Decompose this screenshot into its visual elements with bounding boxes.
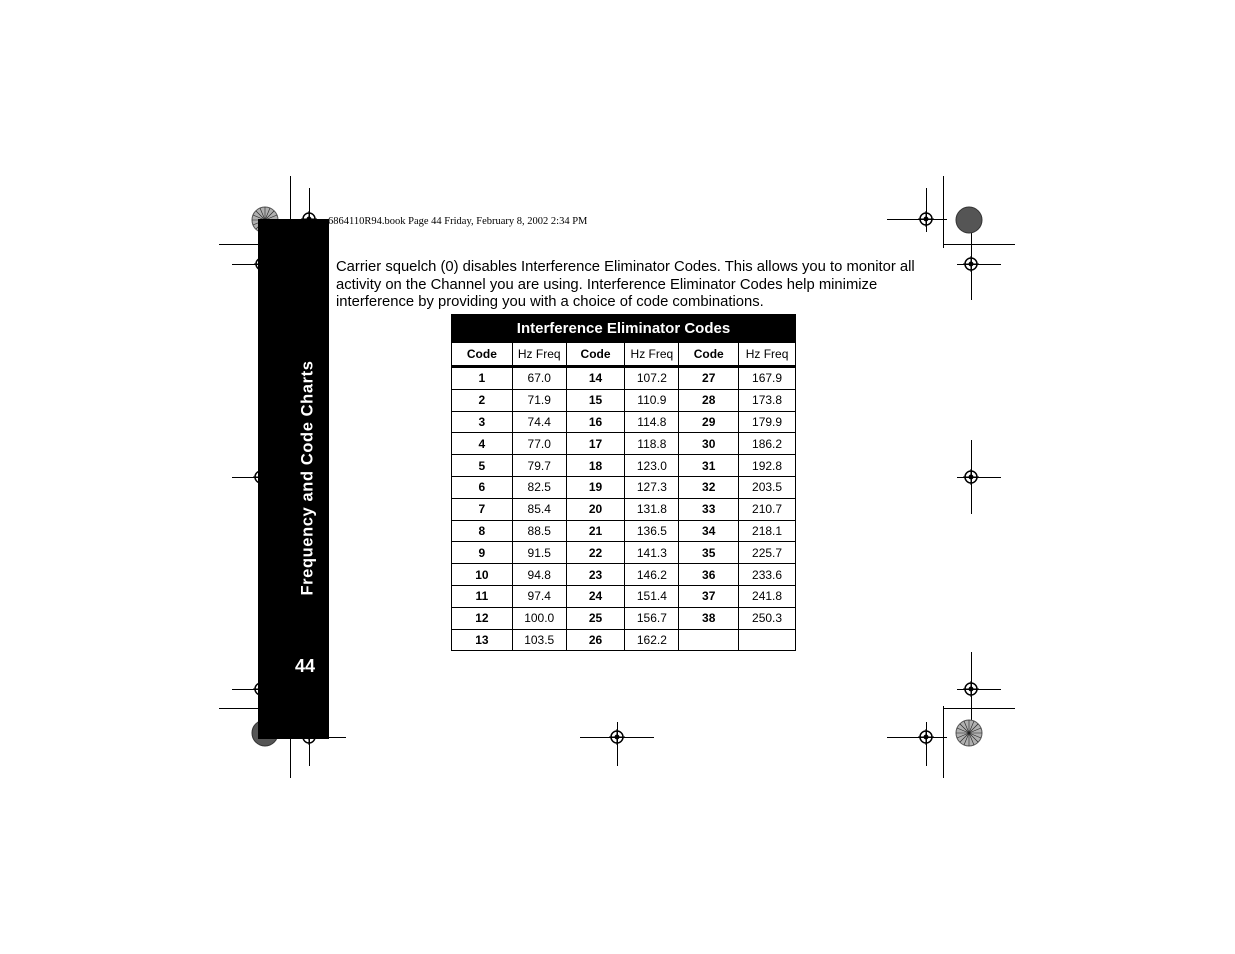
hz-freq-cell: 118.8 (625, 433, 679, 455)
crop-line (943, 176, 944, 248)
registration-target-icon (963, 681, 979, 697)
table-row (452, 476, 796, 498)
hz-freq-cell: 74.4 (512, 411, 566, 433)
crop-line (943, 708, 1015, 709)
code-cell: 5 (452, 455, 513, 477)
chapter-side-tab (258, 219, 329, 739)
table-header-row (452, 343, 796, 367)
registration-target-icon (609, 729, 625, 745)
starburst-mark-icon (955, 719, 983, 747)
intro-paragraph: Carrier squelch (0) disables Interference Eliminator Codes. This allows you to monitor all activity on the Channel you are using. Interference Eliminator Codes help minimize interference by providing you with a choice of code combinations. (336, 259, 915, 310)
code-cell: 6 (452, 476, 513, 498)
hz-freq-cell: 88.5 (512, 520, 566, 542)
registration-target-icon (918, 729, 934, 745)
hz-freq-cell: 167.9 (739, 367, 796, 390)
code-cell: 38 (679, 607, 739, 629)
hz-freq-cell: 82.5 (512, 476, 566, 498)
code-cell: 7 (452, 498, 513, 520)
code-cell: 32 (679, 476, 739, 498)
column-header-code: Code (452, 343, 513, 367)
code-cell: 29 (679, 411, 739, 433)
hz-freq-cell: 91.5 (512, 542, 566, 564)
hz-freq-cell: 97.4 (512, 585, 566, 607)
hz-freq-cell: 85.4 (512, 498, 566, 520)
hz-freq-cell: 100.0 (512, 607, 566, 629)
table-body (452, 367, 796, 651)
table-row (452, 607, 796, 629)
chapter-title: Frequency and Code Charts (298, 360, 317, 596)
codes-table (451, 314, 796, 651)
code-cell: 16 (566, 411, 625, 433)
code-cell: 31 (679, 455, 739, 477)
table-row (452, 498, 796, 520)
hz-freq-cell: 131.8 (625, 498, 679, 520)
code-cell: 15 (566, 389, 625, 411)
hz-freq-cell: 210.7 (739, 498, 796, 520)
code-cell: 9 (452, 542, 513, 564)
code-cell: 4 (452, 433, 513, 455)
hz-freq-cell: 192.8 (739, 455, 796, 477)
hz-freq-cell (739, 629, 796, 651)
code-cell: 22 (566, 542, 625, 564)
hz-freq-cell: 225.7 (739, 542, 796, 564)
code-cell (679, 629, 739, 651)
hz-freq-cell: 114.8 (625, 411, 679, 433)
hz-freq-cell: 136.5 (625, 520, 679, 542)
code-cell: 10 (452, 564, 513, 586)
code-cell: 3 (452, 411, 513, 433)
hz-freq-cell: 162.2 (625, 629, 679, 651)
hz-freq-cell: 186.2 (739, 433, 796, 455)
hz-freq-cell: 233.6 (739, 564, 796, 586)
crop-line (943, 244, 1015, 245)
table-row (452, 585, 796, 607)
gray-dot-mark-icon (955, 206, 983, 234)
hz-freq-cell: 250.3 (739, 607, 796, 629)
code-cell: 34 (679, 520, 739, 542)
hz-freq-cell: 94.8 (512, 564, 566, 586)
table-row (452, 520, 796, 542)
hz-freq-cell: 218.1 (739, 520, 796, 542)
registration-target-icon (918, 211, 934, 227)
table-row (452, 542, 796, 564)
hz-freq-cell: 67.0 (512, 367, 566, 390)
hz-freq-cell: 241.8 (739, 585, 796, 607)
table-row (452, 629, 796, 651)
code-cell: 26 (566, 629, 625, 651)
code-cell: 20 (566, 498, 625, 520)
page-number: 44 (295, 656, 316, 676)
code-cell: 33 (679, 498, 739, 520)
code-cell: 25 (566, 607, 625, 629)
table-row (452, 564, 796, 586)
hz-freq-cell: 103.5 (512, 629, 566, 651)
table-row (452, 411, 796, 433)
table-row (452, 433, 796, 455)
hz-freq-cell: 127.3 (625, 476, 679, 498)
code-cell: 21 (566, 520, 625, 542)
registration-target-icon (963, 469, 979, 485)
code-cell: 13 (452, 629, 513, 651)
code-cell: 14 (566, 367, 625, 390)
code-cell: 17 (566, 433, 625, 455)
hz-freq-cell: 141.3 (625, 542, 679, 564)
hz-freq-cell: 151.4 (625, 585, 679, 607)
crop-line (943, 706, 944, 778)
registration-target-icon (963, 256, 979, 272)
book-file-header: 6864110R94.book Page 44 Friday, February 8, 2002 2:34 PM (328, 216, 588, 227)
code-cell: 18 (566, 455, 625, 477)
table-row (452, 455, 796, 477)
code-cell: 1 (452, 367, 513, 390)
code-cell: 11 (452, 585, 513, 607)
column-header-hz-freq: Hz Freq (625, 343, 679, 367)
column-header-hz-freq: Hz Freq (512, 343, 566, 367)
column-header-code: Code (566, 343, 625, 367)
column-header-code: Code (679, 343, 739, 367)
hz-freq-cell: 110.9 (625, 389, 679, 411)
code-cell: 35 (679, 542, 739, 564)
crop-line (887, 737, 947, 738)
hz-freq-cell: 71.9 (512, 389, 566, 411)
crop-line (887, 219, 947, 220)
hz-freq-cell: 156.7 (625, 607, 679, 629)
code-cell: 2 (452, 389, 513, 411)
code-cell: 30 (679, 433, 739, 455)
hz-freq-cell: 179.9 (739, 411, 796, 433)
code-cell: 37 (679, 585, 739, 607)
code-cell: 24 (566, 585, 625, 607)
code-cell: 28 (679, 389, 739, 411)
hz-freq-cell: 107.2 (625, 367, 679, 390)
column-header-hz-freq: Hz Freq (739, 343, 796, 367)
hz-freq-cell: 173.8 (739, 389, 796, 411)
table-row (452, 389, 796, 411)
table-title: Interference Eliminator Codes (452, 315, 796, 343)
hz-freq-cell: 146.2 (625, 564, 679, 586)
hz-freq-cell: 203.5 (739, 476, 796, 498)
hz-freq-cell: 79.7 (512, 455, 566, 477)
hz-freq-cell: 123.0 (625, 455, 679, 477)
table-row (452, 367, 796, 390)
code-cell: 23 (566, 564, 625, 586)
code-cell: 12 (452, 607, 513, 629)
code-cell: 19 (566, 476, 625, 498)
hz-freq-cell: 77.0 (512, 433, 566, 455)
code-cell: 27 (679, 367, 739, 390)
code-cell: 8 (452, 520, 513, 542)
code-cell: 36 (679, 564, 739, 586)
